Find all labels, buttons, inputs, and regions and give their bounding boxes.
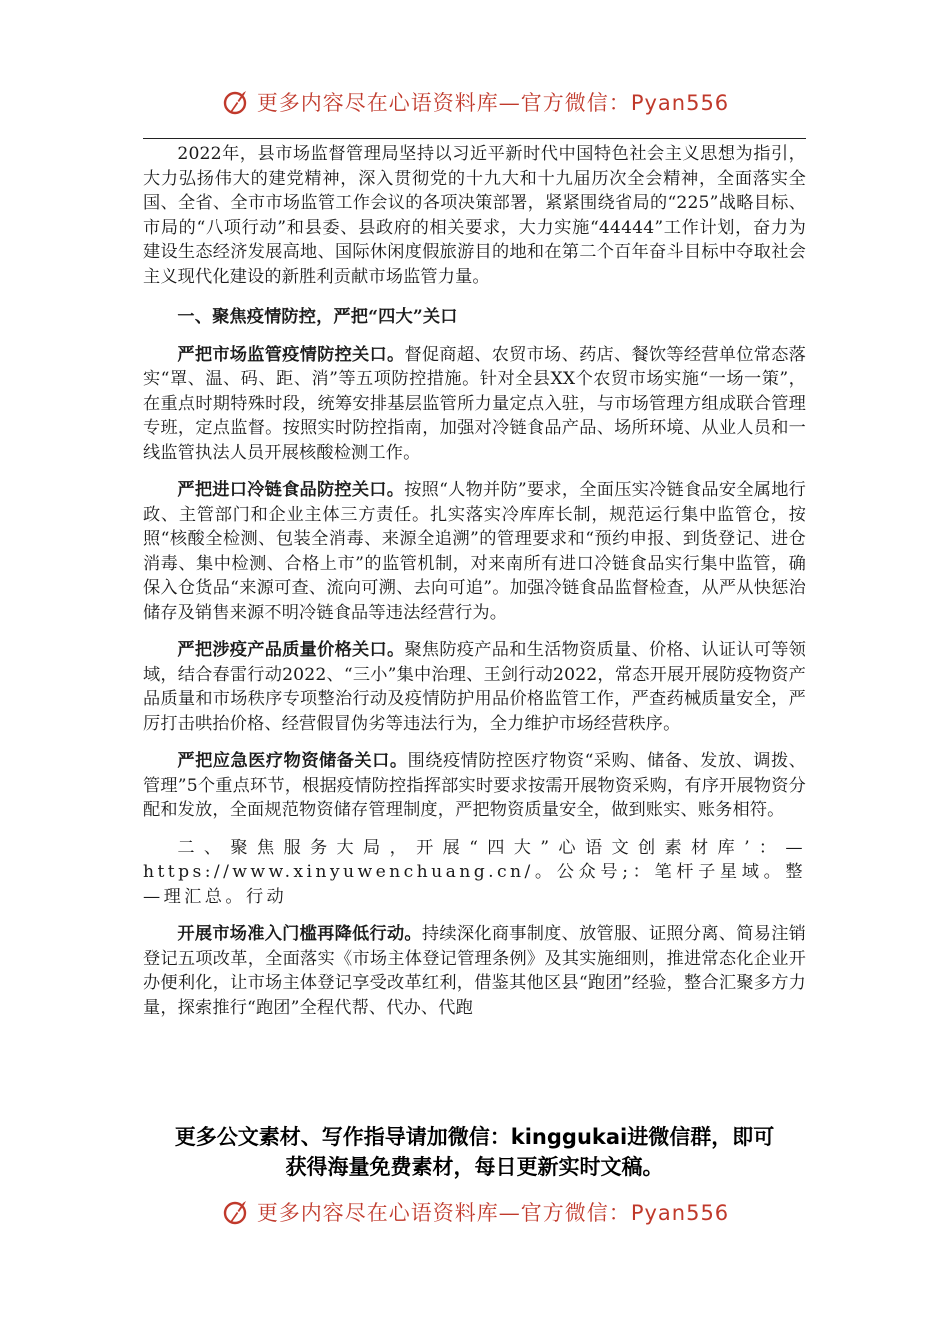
paragraph-lead: 开展市场准入门槛再降低行动。 — [177, 924, 422, 944]
paragraph-market-epidemic — [143, 343, 806, 466]
footer-banner-text — [257, 1197, 729, 1227]
intro-paragraph: 2022年，县市场监督管理局坚持以习近平新时代中国特色社会主义思想为指引，大力弘扬伟大的建党精神，深入贯彻党的十九大和十九届历次全会精神，全面落实全国、全省、全市市场监管工作会议的各项决策部署，紧紧围绕省局的“225”战略目标、市局的“八项行动”和县委、县政府的相关要求，大力实施“44444”工作计划，奋力为建设生态经济发展高地、国际休闲度假旅游目的地和在第二个百年奋斗目标中夺取社会主义现代化建设的新胜利贡献市场监管力量。 — [143, 144, 806, 287]
header-banner-text — [257, 87, 729, 117]
section-1-title: 一、聚焦疫情防控，严把“四大”关口 — [177, 307, 458, 327]
header-banner — [0, 82, 950, 122]
quill-pen-circle-icon — [221, 87, 251, 117]
paragraph-lead: 严把应急医疗物资储备关口。 — [177, 751, 408, 771]
paragraph-lead: 严把进口冷链食品防控关口。 — [177, 480, 405, 500]
paragraph-cold-chain — [143, 478, 806, 625]
header-banner-prefix: 更多内容尽在心语资料库—官方微信： — [256, 91, 631, 115]
paragraph-lead: 严把市场监管疫情防控关口。 — [177, 344, 405, 365]
paragraph-lead: 严把涉疫产品质量价格关口。 — [177, 640, 405, 660]
paragraph-product-quality — [143, 638, 806, 736]
paragraph-text: 督促商超、农贸市场、药店、餐饮等经营单位常态落实“罩、温、码、距、消”等五项防控措施。针对全县XX个农贸市场实施“一场一策”，在重点时期特殊时段，统筹安排基层监管所力量定点入驻，与市场管理方组成联合管理专班，定点监督。按照实时防控指南，加强对冷链食品产品、场所环境、从业人员和一线监管执法人员开展核酸检测工作。 — [143, 344, 807, 463]
paragraph-text: 聚焦防疫产品和生活物资质量、价格、认证认可等领域，结合春雷行动2022、“三小”集中治理、王剑行动2022，常态开展开展防疫物资产品质量和市场秩序专项整治行动及疫情防护用品价格监管工作，严查药械质量安全，严厉打击哄抬价格、经营假冒伪劣等违法行为，全力维护市场经营秩序。 — [143, 640, 807, 734]
footer-banner — [0, 1192, 950, 1232]
paragraph-text: 按照“人物并防”要求，全面压实冷链食品安全属地行政、主管部门和企业主体三方责任。扎实落实冷库库长制，规范运行集中监管仓，按照“核酸全检测、包装全消毒、来源全追溯”的管理要求和“预约申报、到货登记、进仓消毒、集中检测、合格上市”的监管机制，对来南所有进口冷链食品实行集中监管，确保入仓货品“来源可查、流向可溯、去向可追”。加强冷链食品监督检查，从严从快惩治储存及销售来源不明冷链食品等违法经营行为。 — [143, 480, 806, 623]
paragraph-market-access — [143, 922, 806, 1020]
quill-pen-circle-icon — [221, 1197, 251, 1227]
paragraph-text: 持续深化商事制度、放管服、证照分离、简易注销登记五项改革，全面落实《市场主体登记管理条例》及其实施细则，推进常态化企业开办便利化，让市场主体登记享受改革红利，借鉴其他区县“跑团”经验，整合汇聚多方力量，探索推行“跑团”全程代帮、代办、代跑 — [143, 924, 806, 1018]
section-2-title: 二、聚焦服务大局，开展“四大”心语文创素材库’：—https://www.xinyuwenchuang.cn/。公众号;：笔杆子星域。整—理汇总。行动 — [143, 837, 806, 907]
footer-banner-prefix: 更多内容尽在心语资料库—官方微信： — [256, 1201, 631, 1225]
footer-cta-line-1: 更多公文素材、写作指导请加微信：kinggukai进微信群，即可 — [174, 1125, 775, 1149]
paragraph-medical-reserve — [143, 749, 806, 823]
footer-cta-line-2: 获得海量免费素材，每日更新实时文稿。 — [285, 1155, 664, 1179]
header-rule — [143, 138, 806, 139]
document-body — [143, 142, 806, 1020]
header-banner-wechat-id: Pyan556 — [630, 91, 730, 115]
footer-cta — [143, 1122, 806, 1182]
footer-banner-wechat-id: Pyan556 — [630, 1201, 730, 1225]
paragraph-text: 围绕疫情防控医疗物资“采购、储备、发放、调拨、管理”5个重点环节，根据疫情防控指挥部实时要求按需开展物资采购，有序开展物资分配和发放，全面规范物资储存管理制度，严把物资质量安全，做到账实、账务相符。 — [143, 751, 806, 820]
